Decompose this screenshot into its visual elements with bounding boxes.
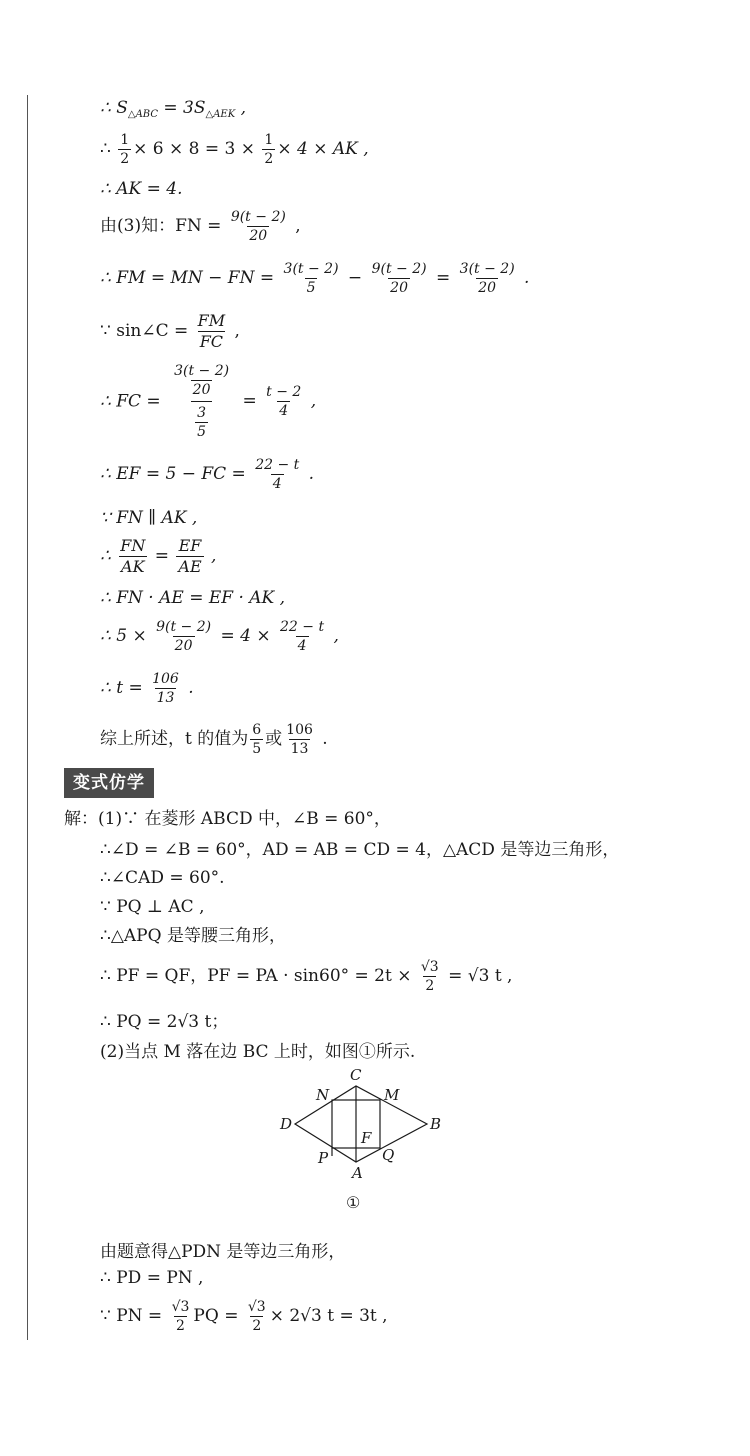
numerator: 9(t − 2): [230, 209, 286, 225]
fraction: [264, 385, 303, 418]
rhombus-figure: [270, 1066, 460, 1216]
subscript: △ABC: [127, 109, 158, 120]
text: =: [430, 268, 456, 288]
text: ∴ t =: [100, 678, 149, 698]
fraction: [284, 723, 315, 756]
fraction: [150, 672, 181, 705]
denominator: 20: [478, 280, 497, 296]
text: × 2√3 t = 3t ,: [269, 1306, 388, 1326]
text: ∴ FC =: [100, 391, 167, 412]
denominator: 13: [290, 741, 309, 757]
numerator: 3(t − 2): [174, 363, 230, 379]
solution-line-1: 解：(1)∵ 在菱形 ABCD 中，∠B = 60°，: [64, 809, 391, 829]
label-m: M: [384, 1086, 400, 1104]
line-area-ratio: [100, 96, 246, 127]
solution-line-7: ∴ PQ = 2√3 t；: [100, 1012, 229, 1032]
fraction: [253, 458, 301, 491]
denominator: 5: [197, 424, 207, 440]
text: ,: [235, 98, 246, 118]
solution-line-10: ∴ PD = PN ,: [100, 1268, 204, 1288]
fraction: [262, 133, 275, 166]
text: = 4 ×: [215, 626, 277, 646]
compound-numerator: [168, 364, 235, 401]
figure-caption: ①: [346, 1193, 361, 1212]
compound-fraction: [168, 364, 235, 439]
text: ∵ PN =: [100, 1306, 168, 1326]
solution-line-11: [100, 1300, 388, 1333]
label-p: P: [318, 1149, 329, 1167]
solution-line-2: ∴∠D = ∠B = 60°，AD = AB = CD = 4，△ACD 是等边三角形，: [100, 840, 620, 860]
fraction: [458, 262, 517, 295]
denominator: 5: [252, 741, 262, 757]
fraction: [250, 723, 263, 756]
line-equation-t: [100, 620, 339, 653]
line-area-equation: [100, 133, 369, 166]
denominator: AK: [121, 557, 145, 576]
numerator: 1: [120, 132, 130, 148]
numerator: 1: [264, 132, 274, 148]
margin-rule: [27, 95, 28, 1340]
numerator: √3: [171, 1299, 190, 1315]
text: ∴ 5 ×: [100, 626, 153, 646]
fraction: [419, 960, 441, 993]
numerator: 6: [252, 722, 262, 738]
solution-line-9: 由题意得△PDN 是等边三角形，: [100, 1242, 346, 1262]
numerator: 3(t − 2): [459, 261, 515, 277]
denominator: 13: [156, 690, 175, 706]
text: .: [182, 678, 194, 698]
solution-line-5: ∴△APQ 是等腰三角形，: [100, 926, 286, 946]
denominator: 2: [252, 1318, 262, 1334]
numerator: 9(t − 2): [371, 261, 427, 277]
label-f: F: [361, 1129, 372, 1147]
text: .: [518, 268, 530, 288]
solution-line-8: (2)当点 M 落在边 BC 上时，如图①所示.: [100, 1042, 416, 1062]
section-banner: 变式仿学: [64, 768, 154, 798]
denominator: 20: [192, 382, 211, 398]
line-conclusion: [100, 723, 328, 756]
text: ∴ PF = QF，PF = PA · sin60° = 2t ×: [100, 966, 417, 986]
label-n: N: [316, 1086, 330, 1104]
numerator: √3: [420, 959, 439, 975]
denominator: 20: [174, 638, 193, 654]
text: ,: [328, 626, 339, 646]
solution-line-6: [100, 960, 512, 993]
label-q: Q: [382, 1146, 395, 1164]
line-fn: [100, 210, 301, 243]
numerator: 22 − t: [280, 619, 325, 635]
text: −: [342, 268, 368, 288]
solution-line-4: ∵ PQ ⊥ AC ,: [100, 897, 205, 917]
numerator: EF: [178, 536, 202, 555]
denominator: 4: [272, 476, 282, 492]
label-c: C: [350, 1066, 362, 1084]
label-b: B: [430, 1115, 442, 1133]
numerator: 3: [197, 405, 207, 421]
fraction: [118, 133, 131, 166]
line-t-value: [100, 672, 194, 705]
line-fc: [100, 364, 316, 439]
subscript: △AEK: [205, 109, 236, 120]
text: = √3 t ,: [442, 966, 513, 986]
fraction: [196, 313, 227, 350]
rhombus-diagram: [270, 1066, 460, 1216]
fraction: [154, 620, 213, 653]
denominator: 4: [297, 638, 307, 654]
fraction: [118, 538, 147, 575]
text: =: [149, 546, 175, 566]
text: ∵ sin∠C =: [100, 321, 194, 341]
rhombus-outline: [295, 1086, 427, 1162]
fraction: [282, 262, 341, 295]
line-sin-c: [100, 313, 240, 350]
numerator: √3: [247, 1299, 266, 1315]
text: 综上所述，t 的值为: [100, 729, 249, 749]
line-parallel: ∵ FN ∥ AK ,: [100, 508, 198, 528]
text: = 3S: [157, 98, 206, 118]
label-a: A: [352, 1164, 363, 1182]
text: ∴ FM = MN − FN =: [100, 268, 280, 288]
denominator: 2: [120, 151, 130, 167]
label-d: D: [280, 1115, 293, 1133]
denominator: 2: [176, 1318, 185, 1334]
text: 或: [265, 729, 283, 749]
denominator: 20: [249, 228, 268, 244]
denominator: 2: [264, 151, 274, 167]
fraction: [172, 364, 231, 397]
denominator: 20: [390, 280, 408, 296]
numerator: 9(t − 2): [156, 619, 212, 635]
numerator: FN: [120, 536, 146, 555]
numerator: 3(t − 2): [283, 261, 339, 277]
text: 由(3)知：FN =: [100, 216, 227, 236]
fraction: [229, 210, 288, 243]
text: × 4 × AK ,: [277, 139, 369, 159]
numerator: 106: [152, 671, 179, 687]
text: PQ =: [193, 1306, 244, 1326]
numerator: t − 2: [266, 384, 302, 400]
text: ,: [289, 216, 301, 236]
fraction: [370, 262, 429, 295]
text: ,: [229, 321, 240, 341]
text: × 6 × 8 = 3 ×: [133, 139, 261, 159]
compound-denominator: [191, 401, 212, 439]
line-ratio: [100, 538, 216, 575]
text: .: [303, 464, 315, 484]
denominator: 5: [306, 280, 316, 296]
text: ,: [205, 546, 217, 566]
text: ,: [305, 391, 317, 411]
numerator: 22 − t: [255, 457, 300, 473]
numerator: FM: [197, 311, 226, 330]
text: ∴: [100, 139, 117, 159]
line-product: ∴ FN · AE = EF · AK ,: [100, 588, 286, 608]
denominator: 4: [279, 403, 289, 419]
numerator: 106: [286, 722, 313, 738]
denominator: FC: [199, 332, 224, 351]
fraction: [195, 406, 208, 439]
text: .: [316, 729, 328, 749]
fraction: [246, 1300, 268, 1333]
denominator: 2: [425, 978, 435, 994]
denominator: AE: [178, 557, 202, 576]
text: ∴ EF = 5 − FC =: [100, 464, 252, 484]
line-fm: [100, 262, 529, 295]
line-ak-value: ∴ AK = 4.: [100, 179, 183, 199]
text: ∴: [100, 546, 117, 566]
line-ef: [100, 458, 314, 491]
solution-line-3: ∴∠CAD = 60°.: [100, 868, 225, 888]
fraction: [176, 538, 203, 575]
text: =: [237, 391, 263, 411]
fraction: [170, 1300, 192, 1333]
fraction: [278, 620, 326, 653]
text: ∴ S: [100, 98, 128, 118]
